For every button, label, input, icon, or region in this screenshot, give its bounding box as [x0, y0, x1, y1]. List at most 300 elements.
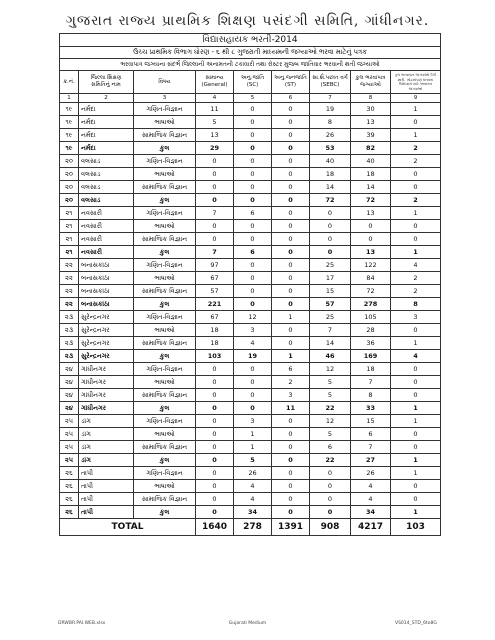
table-row: [60, 285, 441, 298]
cell-pwd: 0: [391, 389, 441, 402]
cell-general: 5: [196, 116, 234, 129]
table-row: [60, 337, 441, 350]
cell-total: 7: [351, 441, 391, 454]
cell-st: 11: [272, 402, 310, 415]
cell-sr: ૨૨: [60, 285, 79, 298]
cell-pwd: 0: [391, 168, 441, 181]
cell-sr: ૨૬: [60, 467, 79, 480]
cell-subject: કુલ: [134, 402, 196, 415]
column-header-row: [60, 71, 441, 94]
cell-district: વલસાડ: [79, 181, 134, 194]
table-row: [60, 493, 441, 506]
cell-sc: 0: [234, 220, 272, 233]
cell-pwd: 0: [391, 493, 441, 506]
cell-subject: ભાષાઓ: [134, 220, 196, 233]
cell-sebc: 0: [310, 480, 351, 493]
cell-general: 7: [196, 207, 234, 220]
cell-sebc: 0: [310, 467, 351, 480]
cell-sebc: 0: [310, 233, 351, 246]
cell-district: વલસાડ: [79, 194, 134, 207]
cell-total: 0: [351, 233, 391, 246]
cell-sebc: 0: [310, 246, 351, 259]
cell-sc: 0: [234, 103, 272, 116]
cell-total: 8: [351, 389, 391, 402]
col-header-pwd: કુલ ભરવાપાત્ર જગ્યાઓ પૈકી શારી. ખોડખાંપણ ધરાવતા ઉમેદવારો માટે અનામત જગ્યાઓ: [391, 71, 441, 94]
cell-general: 0: [196, 480, 234, 493]
cell-general: 0: [196, 402, 234, 415]
cell-sebc: 22: [310, 402, 351, 415]
cell-sc: 0: [234, 181, 272, 194]
cell-sr: ૨૨: [60, 298, 79, 311]
cell-total: 84: [351, 272, 391, 285]
cell-st: 0: [272, 285, 310, 298]
cell-st: 0: [272, 506, 310, 519]
cell-st: 0: [272, 116, 310, 129]
cell-subject: ગણિત-વિજ્ઞાન: [134, 103, 196, 116]
cell-pwd: 3: [391, 311, 441, 324]
total-general: 1640: [196, 519, 234, 536]
cell-district: તાપી: [79, 493, 134, 506]
cell-sebc: 53: [310, 142, 351, 155]
cell-district: નવસારી: [79, 220, 134, 233]
cell-subject: ગણિત-વિજ્ઞાન: [134, 207, 196, 220]
cell-sr: ૨૪: [60, 363, 79, 376]
table-row: [60, 259, 441, 272]
cell-pwd: 0: [391, 181, 441, 194]
table-row: [60, 142, 441, 155]
table-row: [60, 454, 441, 467]
cell-sebc: 0: [310, 506, 351, 519]
table-row: [60, 233, 441, 246]
cell-sc: 0: [234, 298, 272, 311]
cell-sc: 26: [234, 467, 272, 480]
cell-pwd: 4: [391, 350, 441, 363]
cell-sebc: 19: [310, 103, 351, 116]
cell-district: નવસારી: [79, 207, 134, 220]
cell-district: ગાંધીનગર: [79, 376, 134, 389]
cell-pwd: 0: [391, 324, 441, 337]
col-header-subject: વિષય: [134, 71, 196, 94]
cell-pwd: 1: [391, 129, 441, 142]
cell-district: ગાંધીનગર: [79, 402, 134, 415]
cell-sr: ૨૫: [60, 441, 79, 454]
cell-district: વલસાડ: [79, 155, 134, 168]
total-pwd: 103: [391, 519, 441, 536]
cell-subject: સામાજિક વિજ્ઞાન: [134, 129, 196, 142]
cell-general: 11: [196, 103, 234, 116]
cell-sr: ૨૦: [60, 181, 79, 194]
col-number: 6: [272, 94, 310, 103]
table-row: [60, 506, 441, 519]
cell-sr: ૨૪: [60, 376, 79, 389]
cell-total: 82: [351, 142, 391, 155]
cell-general: 0: [196, 181, 234, 194]
cell-pwd: 2: [391, 194, 441, 207]
cell-general: 57: [196, 285, 234, 298]
cell-pwd: 1: [391, 337, 441, 350]
subtitle: વિદ્યાસહાયક ભરતી-2014: [60, 34, 441, 47]
cell-district: ગાંધીનગર: [79, 363, 134, 376]
cell-sebc: 26: [310, 129, 351, 142]
cell-pwd: 2: [391, 272, 441, 285]
col-number: 2: [79, 94, 134, 103]
col-number: 1: [60, 94, 79, 103]
cell-total: 15: [351, 415, 391, 428]
cell-st: 0: [272, 246, 310, 259]
cell-subject: ભાષાઓ: [134, 324, 196, 337]
cell-sr: ૨૬: [60, 506, 79, 519]
table-row: [60, 272, 441, 285]
cell-pwd: 0: [391, 363, 441, 376]
cell-sc: 4: [234, 337, 272, 350]
cell-sebc: 25: [310, 259, 351, 272]
cell-sr: ૨૫: [60, 428, 79, 441]
cell-total: 14: [351, 181, 391, 194]
cell-st: 0: [272, 142, 310, 155]
table-row: [60, 428, 441, 441]
table-note: ભરવાપાત્ર જગ્યાના સંદર્ભે જિલ્લાની અનામતની ટકાવારી તથા રોસ્ટર મુજબ જાતિવાર ભરવાની થતી જગ્યાઓ: [60, 59, 441, 71]
cell-subject: કુલ: [134, 298, 196, 311]
cell-sr: ૨૫: [60, 454, 79, 467]
cell-sebc: 17: [310, 272, 351, 285]
cell-total: 13: [351, 246, 391, 259]
cell-sebc: 0: [310, 220, 351, 233]
cell-subject: કુલ: [134, 506, 196, 519]
cell-pwd: 1: [391, 506, 441, 519]
table-row: [60, 220, 441, 233]
cell-sr: ૨૩: [60, 350, 79, 363]
cell-sebc: 5: [310, 428, 351, 441]
cell-sr: ૨૦: [60, 194, 79, 207]
cell-total: 72: [351, 194, 391, 207]
cell-sr: ૨૧: [60, 233, 79, 246]
cell-pwd: 1: [391, 103, 441, 116]
cell-district: સુરેન્દ્રનગર: [79, 350, 134, 363]
cell-total: 122: [351, 259, 391, 272]
cell-st: 0: [272, 181, 310, 194]
cell-st: 0: [272, 168, 310, 181]
cell-subject: ભાષાઓ: [134, 168, 196, 181]
cell-sebc: 14: [310, 337, 351, 350]
table-row: [60, 376, 441, 389]
cell-total: 18: [351, 168, 391, 181]
cell-st: 0: [272, 259, 310, 272]
cell-district: તાપી: [79, 506, 134, 519]
cell-pwd: 1: [391, 467, 441, 480]
cell-sebc: 14: [310, 181, 351, 194]
cell-general: 0: [196, 441, 234, 454]
table-row: [60, 298, 441, 311]
table-row: [60, 207, 441, 220]
cell-st: 1: [272, 350, 310, 363]
cell-sc: 0: [234, 116, 272, 129]
cell-sc: 12: [234, 311, 272, 324]
cell-district: નવસારી: [79, 233, 134, 246]
cell-subject: કુલ: [134, 350, 196, 363]
total-row: [60, 519, 441, 536]
cell-sebc: 15: [310, 285, 351, 298]
cell-sebc: 12: [310, 363, 351, 376]
cell-sr: ૧૯: [60, 129, 79, 142]
cell-sebc: 25: [310, 311, 351, 324]
cell-total: 6: [351, 428, 391, 441]
cell-general: 0: [196, 376, 234, 389]
cell-subject: કુલ: [134, 194, 196, 207]
cell-sebc: 0: [310, 207, 351, 220]
cell-general: 0: [196, 168, 234, 181]
cell-sebc: 8: [310, 116, 351, 129]
cell-general: 67: [196, 311, 234, 324]
table-row: [60, 129, 441, 142]
cell-sr: ૨૧: [60, 220, 79, 233]
cell-district: ડાંગ: [79, 428, 134, 441]
cell-sr: ૨૨: [60, 259, 79, 272]
cell-sc: 0: [234, 272, 272, 285]
cell-sc: 0: [234, 285, 272, 298]
cell-total: 4: [351, 480, 391, 493]
cell-st: 0: [272, 337, 310, 350]
cell-pwd: 0: [391, 428, 441, 441]
cell-subject: ભાષાઓ: [134, 428, 196, 441]
col-header-sr: ક્ર.નં.: [60, 71, 79, 94]
cell-st: 0: [272, 467, 310, 480]
cell-sc: 0: [234, 363, 272, 376]
cell-district: નવસારી: [79, 246, 134, 259]
cell-general: 13: [196, 129, 234, 142]
cell-sr: ૨૦: [60, 155, 79, 168]
cell-general: 0: [196, 428, 234, 441]
table-row: [60, 467, 441, 480]
cell-st: 0: [272, 480, 310, 493]
cell-sebc: 22: [310, 454, 351, 467]
cell-sebc: 7: [310, 324, 351, 337]
cell-pwd: 4: [391, 259, 441, 272]
cell-sr: ૨૬: [60, 480, 79, 493]
cell-st: 0: [272, 233, 310, 246]
cell-st: 0: [272, 272, 310, 285]
table-row: [60, 350, 441, 363]
cell-st: 0: [272, 194, 310, 207]
cell-district: સુરેન્દ્રનગર: [79, 337, 134, 350]
cell-sebc: 5: [310, 389, 351, 402]
cell-st: 0: [272, 428, 310, 441]
cell-sr: ૨૧: [60, 207, 79, 220]
cell-total: 18: [351, 363, 391, 376]
cell-subject: સામાજિક વિજ્ઞાન: [134, 233, 196, 246]
cell-st: 0: [272, 155, 310, 168]
cell-sebc: 12: [310, 415, 351, 428]
cell-district: ગાંધીનગર: [79, 389, 134, 402]
total-sebc: 908: [310, 519, 351, 536]
cell-sc: 6: [234, 207, 272, 220]
table-row: [60, 402, 441, 415]
cell-total: 33: [351, 402, 391, 415]
col-number: 7: [310, 94, 351, 103]
cell-district: બનાસકાંઠા: [79, 298, 134, 311]
cell-district: બનાસકાંઠા: [79, 285, 134, 298]
cell-subject: ગણિત-વિજ્ઞાન: [134, 259, 196, 272]
cell-general: 221: [196, 298, 234, 311]
cell-pwd: 0: [391, 116, 441, 129]
cell-st: 0: [272, 129, 310, 142]
cell-sebc: 46: [310, 350, 351, 363]
cell-subject: કુલ: [134, 246, 196, 259]
table-row: [60, 480, 441, 493]
cell-general: 0: [196, 363, 234, 376]
cell-st: 0: [272, 454, 310, 467]
cell-pwd: 0: [391, 220, 441, 233]
col-number: 4: [196, 94, 234, 103]
cell-district: સુરેન્દ્રનગર: [79, 311, 134, 324]
cell-subject: ભાષાઓ: [134, 376, 196, 389]
cell-general: 0: [196, 415, 234, 428]
cell-district: ડાંગ: [79, 415, 134, 428]
cell-total: 30: [351, 103, 391, 116]
cell-st: 0: [272, 298, 310, 311]
footer-medium: Gujarati Medium: [228, 621, 267, 626]
cell-sc: 3: [234, 324, 272, 337]
cell-total: 0: [351, 220, 391, 233]
cell-total: 72: [351, 285, 391, 298]
cell-total: 26: [351, 467, 391, 480]
table-row: [60, 363, 441, 376]
cell-general: 0: [196, 389, 234, 402]
footer-file-name: DRWBR.PAI.WEB.xlsx: [58, 621, 106, 626]
cell-general: 0: [196, 220, 234, 233]
table-row: [60, 155, 441, 168]
total-st: 1391: [272, 519, 310, 536]
cell-subject: ગણિત-વિજ્ઞાન: [134, 155, 196, 168]
footer-code: VS014_STD_6to8G: [395, 621, 437, 626]
cell-district: ડાંગ: [79, 454, 134, 467]
cell-subject: સામાજિક વિજ્ઞાન: [134, 493, 196, 506]
cell-pwd: 1: [391, 207, 441, 220]
table-row: [60, 441, 441, 454]
cell-pwd: 1: [391, 402, 441, 415]
cell-sc: 0: [234, 129, 272, 142]
cell-sr: ૨૪: [60, 402, 79, 415]
cell-sebc: 5: [310, 376, 351, 389]
cell-sc: 1: [234, 441, 272, 454]
cell-pwd: 0: [391, 441, 441, 454]
table-row: [60, 168, 441, 181]
cell-sr: ૨૩: [60, 324, 79, 337]
col-header-total: કુલ ભરવાપાત્ર જગ્યાઓ: [351, 71, 391, 94]
cell-sebc: 18: [310, 168, 351, 181]
cell-district: ડાંગ: [79, 441, 134, 454]
col-number: 9: [391, 94, 441, 103]
table-row: [60, 311, 441, 324]
cell-sr: ૧૯: [60, 116, 79, 129]
cell-district: નર્મદા: [79, 103, 134, 116]
cell-pwd: 2: [391, 155, 441, 168]
table-description: ઉચ્ચ પ્રાથમિક વિભાગ ધોરણ - ૬ થી ૮ ગુજરાતી માધ્યમની જગ્યાઓ ભરવા માટેનું પત્રક: [60, 47, 441, 59]
cell-general: 0: [196, 467, 234, 480]
cell-subject: કુલ: [134, 454, 196, 467]
main-title: ગુજરાત રાજ્ય પ્રાથમિક શિક્ષણ પસંદગી સમિતિ, ગાંધીનગર.: [65, 13, 430, 29]
cell-pwd: 0: [391, 233, 441, 246]
cell-total: 4: [351, 493, 391, 506]
cell-st: 3: [272, 389, 310, 402]
cell-general: 0: [196, 454, 234, 467]
cell-st: 0: [272, 493, 310, 506]
cell-st: 0: [272, 441, 310, 454]
cell-total: 278: [351, 298, 391, 311]
cell-district: તાપી: [79, 480, 134, 493]
total-sc: 278: [234, 519, 272, 536]
cell-sc: 0: [234, 259, 272, 272]
cell-district: નર્મદા: [79, 116, 134, 129]
cell-sc: 34: [234, 506, 272, 519]
cell-st: 0: [272, 415, 310, 428]
cell-pwd: 2: [391, 142, 441, 155]
cell-subject: ભાષાઓ: [134, 480, 196, 493]
col-header-sc: અનુ.જાતિ (SC): [234, 71, 272, 94]
total-all: 4217: [351, 519, 391, 536]
cell-subject: સામાજિક વિજ્ઞાન: [134, 181, 196, 194]
cell-sebc: 57: [310, 298, 351, 311]
col-header-general: સામાન્ય (General): [196, 71, 234, 94]
cell-general: 29: [196, 142, 234, 155]
cell-subject: ભાષાઓ: [134, 116, 196, 129]
cell-district: સુરેન્દ્રનગર: [79, 324, 134, 337]
cell-subject: સામાજિક વિજ્ઞાન: [134, 389, 196, 402]
cell-sc: 4: [234, 480, 272, 493]
cell-general: 0: [196, 194, 234, 207]
cell-total: 13: [351, 116, 391, 129]
cell-general: 97: [196, 259, 234, 272]
vacancy-table: [59, 33, 441, 536]
cell-total: 36: [351, 337, 391, 350]
cell-total: 27: [351, 454, 391, 467]
cell-sebc: 6: [310, 441, 351, 454]
cell-sc: 0: [234, 376, 272, 389]
cell-total: 34: [351, 506, 391, 519]
cell-sr: ૨૩: [60, 311, 79, 324]
table-row: [60, 181, 441, 194]
cell-total: 28: [351, 324, 391, 337]
cell-sc: 1: [234, 428, 272, 441]
cell-total: 13: [351, 207, 391, 220]
cell-total: 40: [351, 155, 391, 168]
cell-total: 39: [351, 129, 391, 142]
cell-sc: 5: [234, 454, 272, 467]
cell-sc: 6: [234, 246, 272, 259]
cell-sr: ૨૩: [60, 337, 79, 350]
cell-sebc: 0: [310, 493, 351, 506]
table-row: [60, 389, 441, 402]
cell-sr: ૧૯: [60, 142, 79, 155]
cell-pwd: 1: [391, 454, 441, 467]
cell-general: 18: [196, 324, 234, 337]
table-row: [60, 415, 441, 428]
cell-pwd: 2: [391, 285, 441, 298]
total-label: TOTAL: [60, 519, 196, 536]
cell-subject: ભાષાઓ: [134, 272, 196, 285]
cell-sc: 0: [234, 233, 272, 246]
cell-general: 103: [196, 350, 234, 363]
cell-total: 7: [351, 376, 391, 389]
column-number-row: [60, 94, 441, 103]
cell-district: બનાસકાંઠા: [79, 259, 134, 272]
table-row: [60, 246, 441, 259]
cell-district: તાપી: [79, 467, 134, 480]
cell-subject: ગણિત-વિજ્ઞાન: [134, 311, 196, 324]
cell-sc: 4: [234, 493, 272, 506]
cell-pwd: 0: [391, 480, 441, 493]
cell-subject: ગણિત-વિજ્ઞાન: [134, 467, 196, 480]
cell-st: 0: [272, 207, 310, 220]
